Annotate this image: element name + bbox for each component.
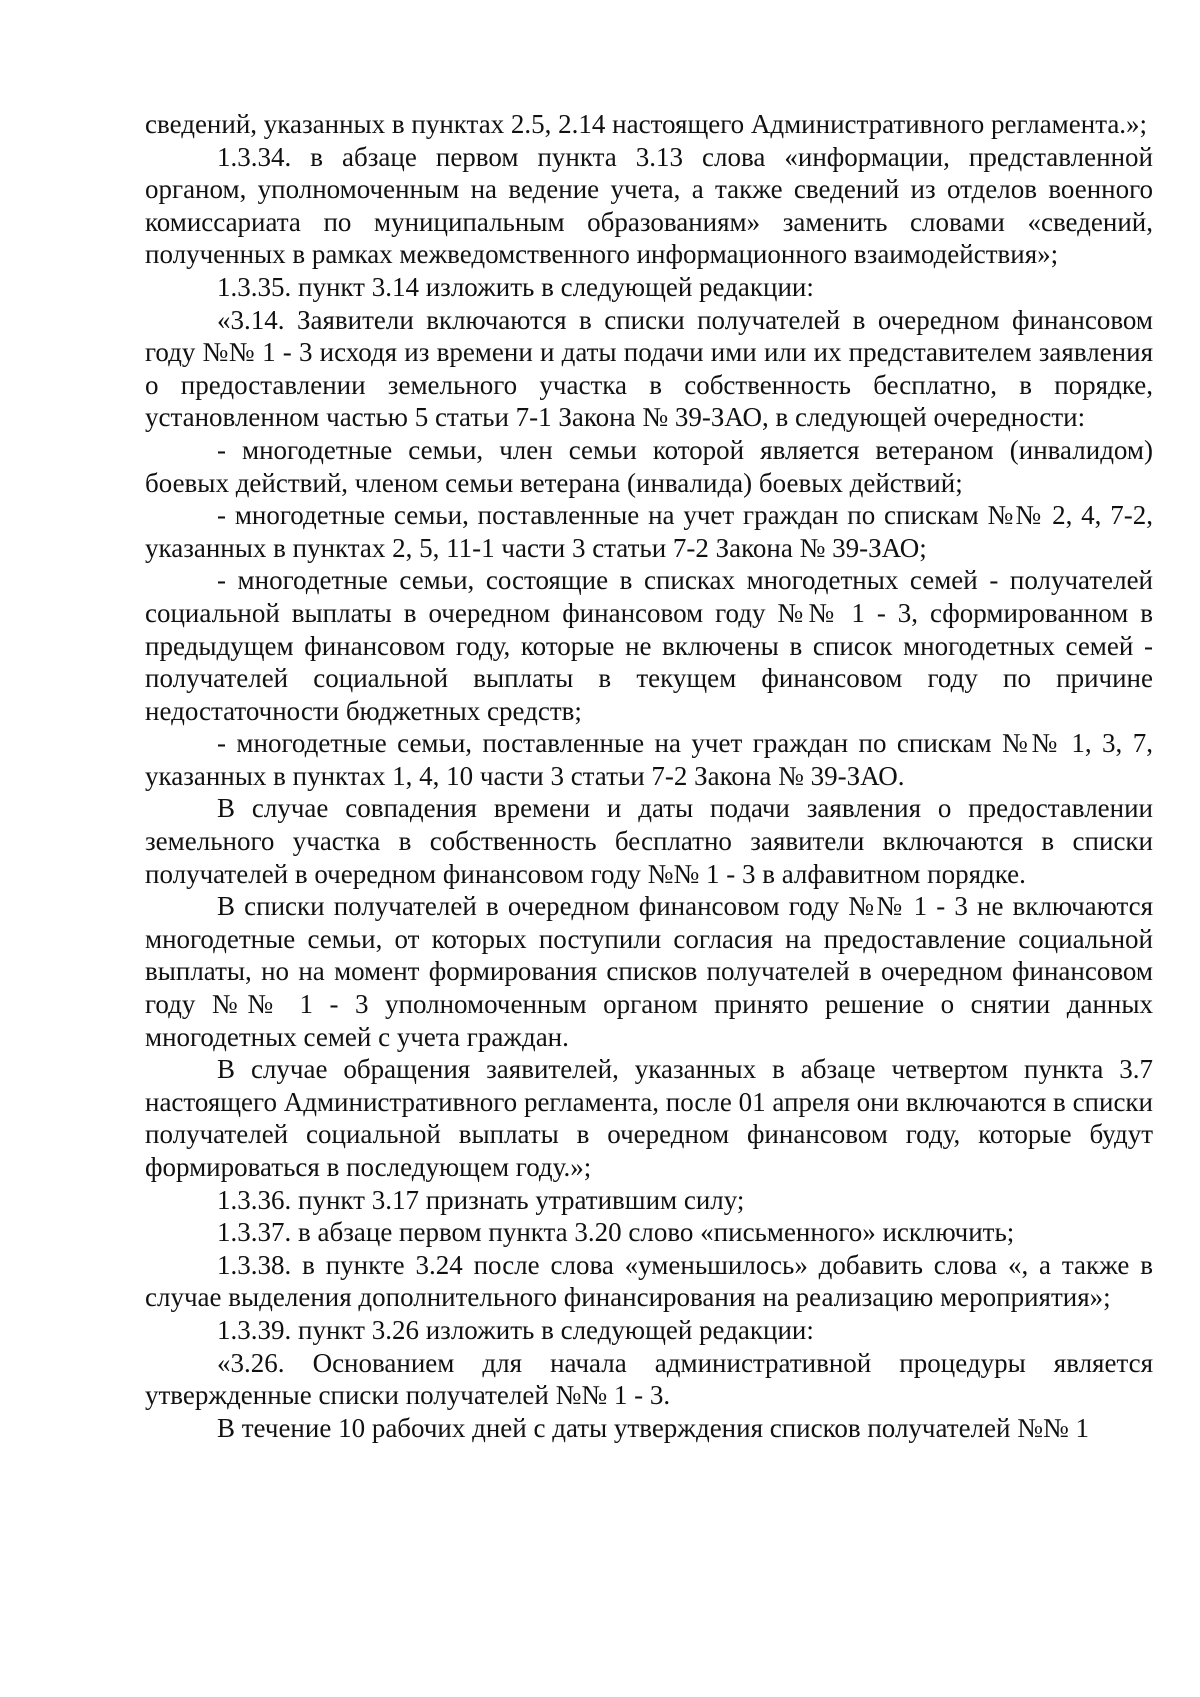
paragraph-1-3-39: 1.3.39. пункт 3.26 изложить в следующей редакции: [217,1314,814,1345]
list-item-previous-year: - многодетные семьи, состоящие в списках многодетных семей - получателей социальной выплаты в очередном финансовом году №№ 1 - 3, сформированном в предыдущем финансовом году, которые не включены в список многодетных семей - получателей социальной выплаты в текущем финансовом году по причине недостаточности бюджетных средств; [145,565,1153,726]
list-item-lists-2-4-7-2: - многодетные семьи, поставленные на учет граждан по спискам №№ 2, 4, 7-2, указанных в пунктах 2, 5, 11-1 части 3 статьи 7-2 Закона № 39-ЗАО; [145,500,1153,563]
document-page [145,108,1153,1444]
paragraph-1-3-35: 1.3.35. пункт 3.14 изложить в следующей редакции: [217,271,814,302]
paragraph-alphabetical: В случае совпадения времени и даты подачи заявления о предоставлении земельного участка в собственность бесплатно заявители включаются в списки получателей в очередном финансовом году №№ 1 - 3 в алфавитном порядке. [145,793,1153,889]
paragraph-1-3-34: 1.3.34. в абзаце первом пункта 3.13 слова «информации, представленной органом, уполномоченным на ведение учета, а также сведений из отделов военного комиссариата по муниципальным образованиям» заменить словами «сведений, полученных в рамках межведомственного информационного взаимодействия»; [145,141,1153,270]
paragraph-10-days: В течение 10 рабочих дней с даты утверждения списков получателей №№ 1 [217,1412,1090,1443]
paragraph-after-april: В случае обращения заявителей, указанных в абзаце четвертом пункта 3.7 настоящего Административного регламента, после 01 апреля они включаются в списки получателей социальной выплаты в очередном финансовом году, которые будут формироваться в последующем году.»; [145,1054,1153,1182]
paragraph-1-3-36: 1.3.36. пункт 3.17 признать утратившим силу; [217,1184,745,1215]
paragraph-3-14: «3.14. Заявители включаются в списки получателей в очередном финансовом году №№ 1 - 3 исходя из времени и даты подачи ими или их представителем заявления о предоставлении земельного участка в собственность бесплатно, в порядке, установленном частью 5 статьи 7-1 Закона № 39-ЗАО, в следующей очередности: [145,304,1153,433]
list-item-lists-1-3-7: - многодетные семьи, поставленные на учет граждан по спискам №№ 1, 3, 7, указанных в пунктах 1, 4, 10 части 3 статьи 7-2 Закона № 39-ЗАО. [145,728,1153,791]
list-item-veterans: - многодетные семьи, член семьи которой является ветераном (инвалидом) боевых действий, членом семьи ветерана (инвалида) боевых действий; [145,434,1153,498]
paragraph-continuation: сведений, указанных в пунктах 2.5, 2.14 настоящего Административного регламента.»; [145,109,1148,139]
paragraph-3-26: «3.26. Основанием для начала административной процедуры является утвержденные списки получателей №№ 1 - 3. [145,1347,1153,1411]
paragraph-1-3-38: 1.3.38. в пункте 3.24 после слова «уменьшилось» добавить слова «, а также в случае выделения дополнительного финансирования на реализацию мероприятия»; [145,1249,1153,1313]
paragraph-1-3-37: 1.3.37. в абзаце первом пункта 3.20 слово «письменного» исключить; [217,1217,1015,1248]
paragraph-not-included: В списки получателей в очередном финансовом году №№ 1 - 3 не включаются многодетные семьи, от которых поступили согласия на предоставление социальной выплаты, но на момент формирования списков получателей в очередном финансовом году №№ 1 - 3 уполномоченным органом принято решение о снятии данных многодетных семей с учета граждан. [145,891,1153,1052]
